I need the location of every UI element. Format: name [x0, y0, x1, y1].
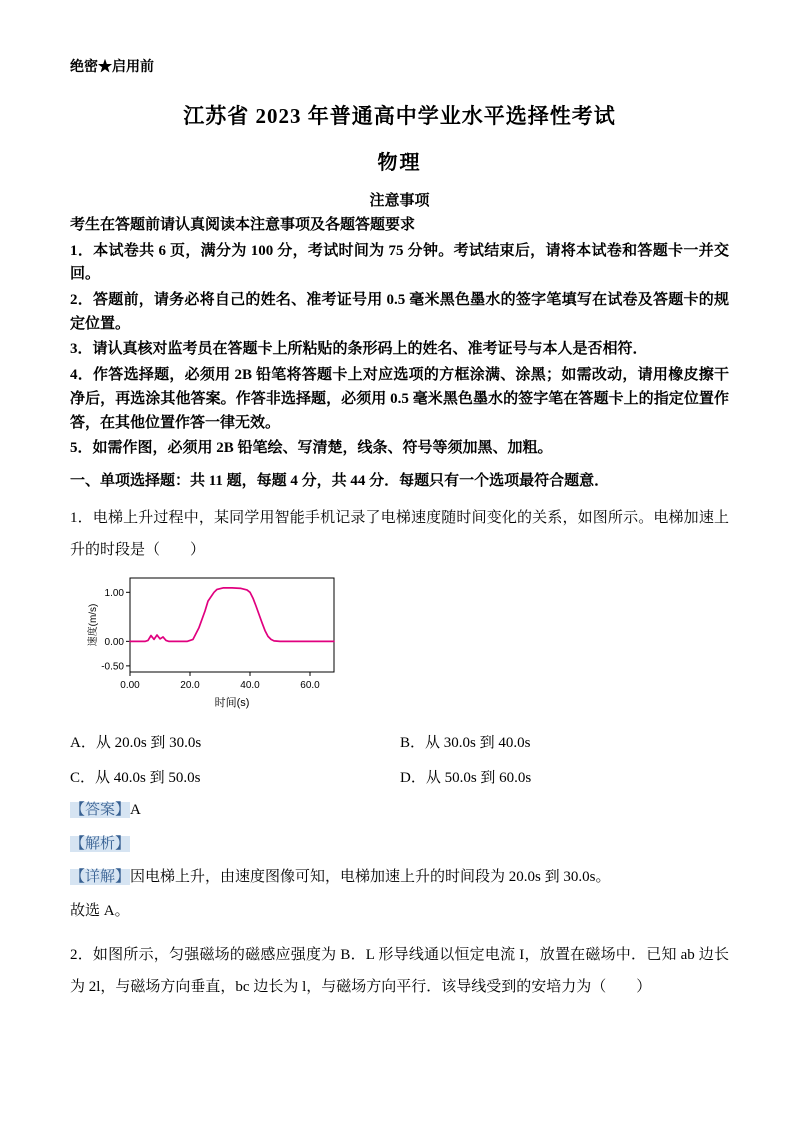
svg-text:-0.50: -0.50: [101, 661, 124, 673]
question-2-text: 2．如图所示，匀强磁场的磁感应强度为 B．L 形导线通以恒定电流 I，放置在磁场中．已知 ab 边长为 2l，与磁场方向垂直，bc 边长为 l，与磁场方向平行．该导线受到的安培力为（ ）: [70, 947, 729, 996]
svg-text:时间(s): 时间(s): [214, 697, 250, 710]
svg-text:0.00: 0.00: [104, 636, 124, 648]
option-D: D．从 50.0s 到 60.0s: [400, 770, 532, 787]
svg-text:0.00: 0.00: [120, 680, 140, 692]
option-C: C．从 40.0s 到 50.0s: [70, 770, 201, 787]
option-B: B．从 30.0s 到 40.0s: [400, 735, 531, 752]
subject-title: 物理: [377, 152, 422, 174]
section-heading: 一、单项选择题：共 11 题，每题 4 分，共 44 分．每题只有一个选项最符合题意．: [70, 472, 610, 489]
answer-line: [70, 801, 729, 821]
velocity-time-chart-canvas: [84, 570, 349, 710]
conclusion-line: 故选 A。: [70, 902, 130, 919]
question-1-text: 1．电梯上升过程中，某同学用智能手机记录了电梯速度随时间变化的关系，如图所示。电梯加速上升的时段是（ ）: [70, 509, 729, 558]
detail-line: [70, 868, 729, 888]
svg-text:40.0: 40.0: [240, 680, 260, 692]
analysis-line: [70, 835, 729, 855]
notice-title: 注意事项: [369, 193, 430, 209]
question-1: [70, 502, 729, 922]
detail-text: 因电梯上升，由速度图像可知，电梯加速上升的时间段为 20.0s 到 30.0s。: [130, 869, 611, 886]
option-A: A．从 20.0s 到 30.0s: [70, 735, 202, 752]
question-1-options: [70, 731, 729, 787]
instructions-list: [70, 240, 729, 461]
exam-title: 江苏省 2023 年普通高中学业水平选择性考试: [183, 104, 616, 128]
svg-text:速度(m/s): 速度(m/s): [88, 603, 99, 647]
notice-intro: 考生在答题前请认真阅读本注意事项及各题答题要求: [70, 217, 416, 233]
answer-value: A: [130, 802, 141, 819]
instruction-item: 5．如需作图，必须用 2B 铅笔绘、写清楚，线条、符号等须加黑、加粗。: [70, 440, 553, 457]
detail-tag: 【详解】: [70, 869, 131, 886]
instruction-item: 3．请认真核对监考员在答题卡上所粘贴的条形码上的姓名、准考证号与本人是否相符．: [70, 341, 648, 358]
analysis-tag: 【解析】: [70, 835, 131, 852]
svg-text:20.0: 20.0: [180, 680, 200, 692]
instruction-item: 4．作答选择题，必须用 2B 铅笔将答题卡上对应选项的方框涂满、涂黑；如需改动，请用橡皮擦干净后，再选涂其他答案。作答非选择题，必须用 0.5 毫米黑色墨水的签字笔在答题卡上的指定位置作答，在其他位置作答一律无效。: [70, 367, 729, 431]
instruction-item: 1．本试卷共 6 页，满分为 100 分，考试时间为 75 分钟。考试结束后，请将本试卷和答题卡一并交回。: [70, 242, 729, 283]
answer-tag: 【答案】: [70, 802, 131, 819]
question-2: [70, 939, 729, 1004]
velocity-time-chart: [84, 570, 729, 715]
classification-label: 绝密★启用前: [70, 60, 154, 75]
instruction-item: 2．答题前，请务必将自己的姓名、准考证号用 0.5 毫米黑色墨水的签字笔填写在试卷及答题卡的规定位置。: [70, 292, 729, 332]
svg-text:1.00: 1.00: [104, 587, 124, 599]
svg-text:60.0: 60.0: [300, 680, 320, 692]
